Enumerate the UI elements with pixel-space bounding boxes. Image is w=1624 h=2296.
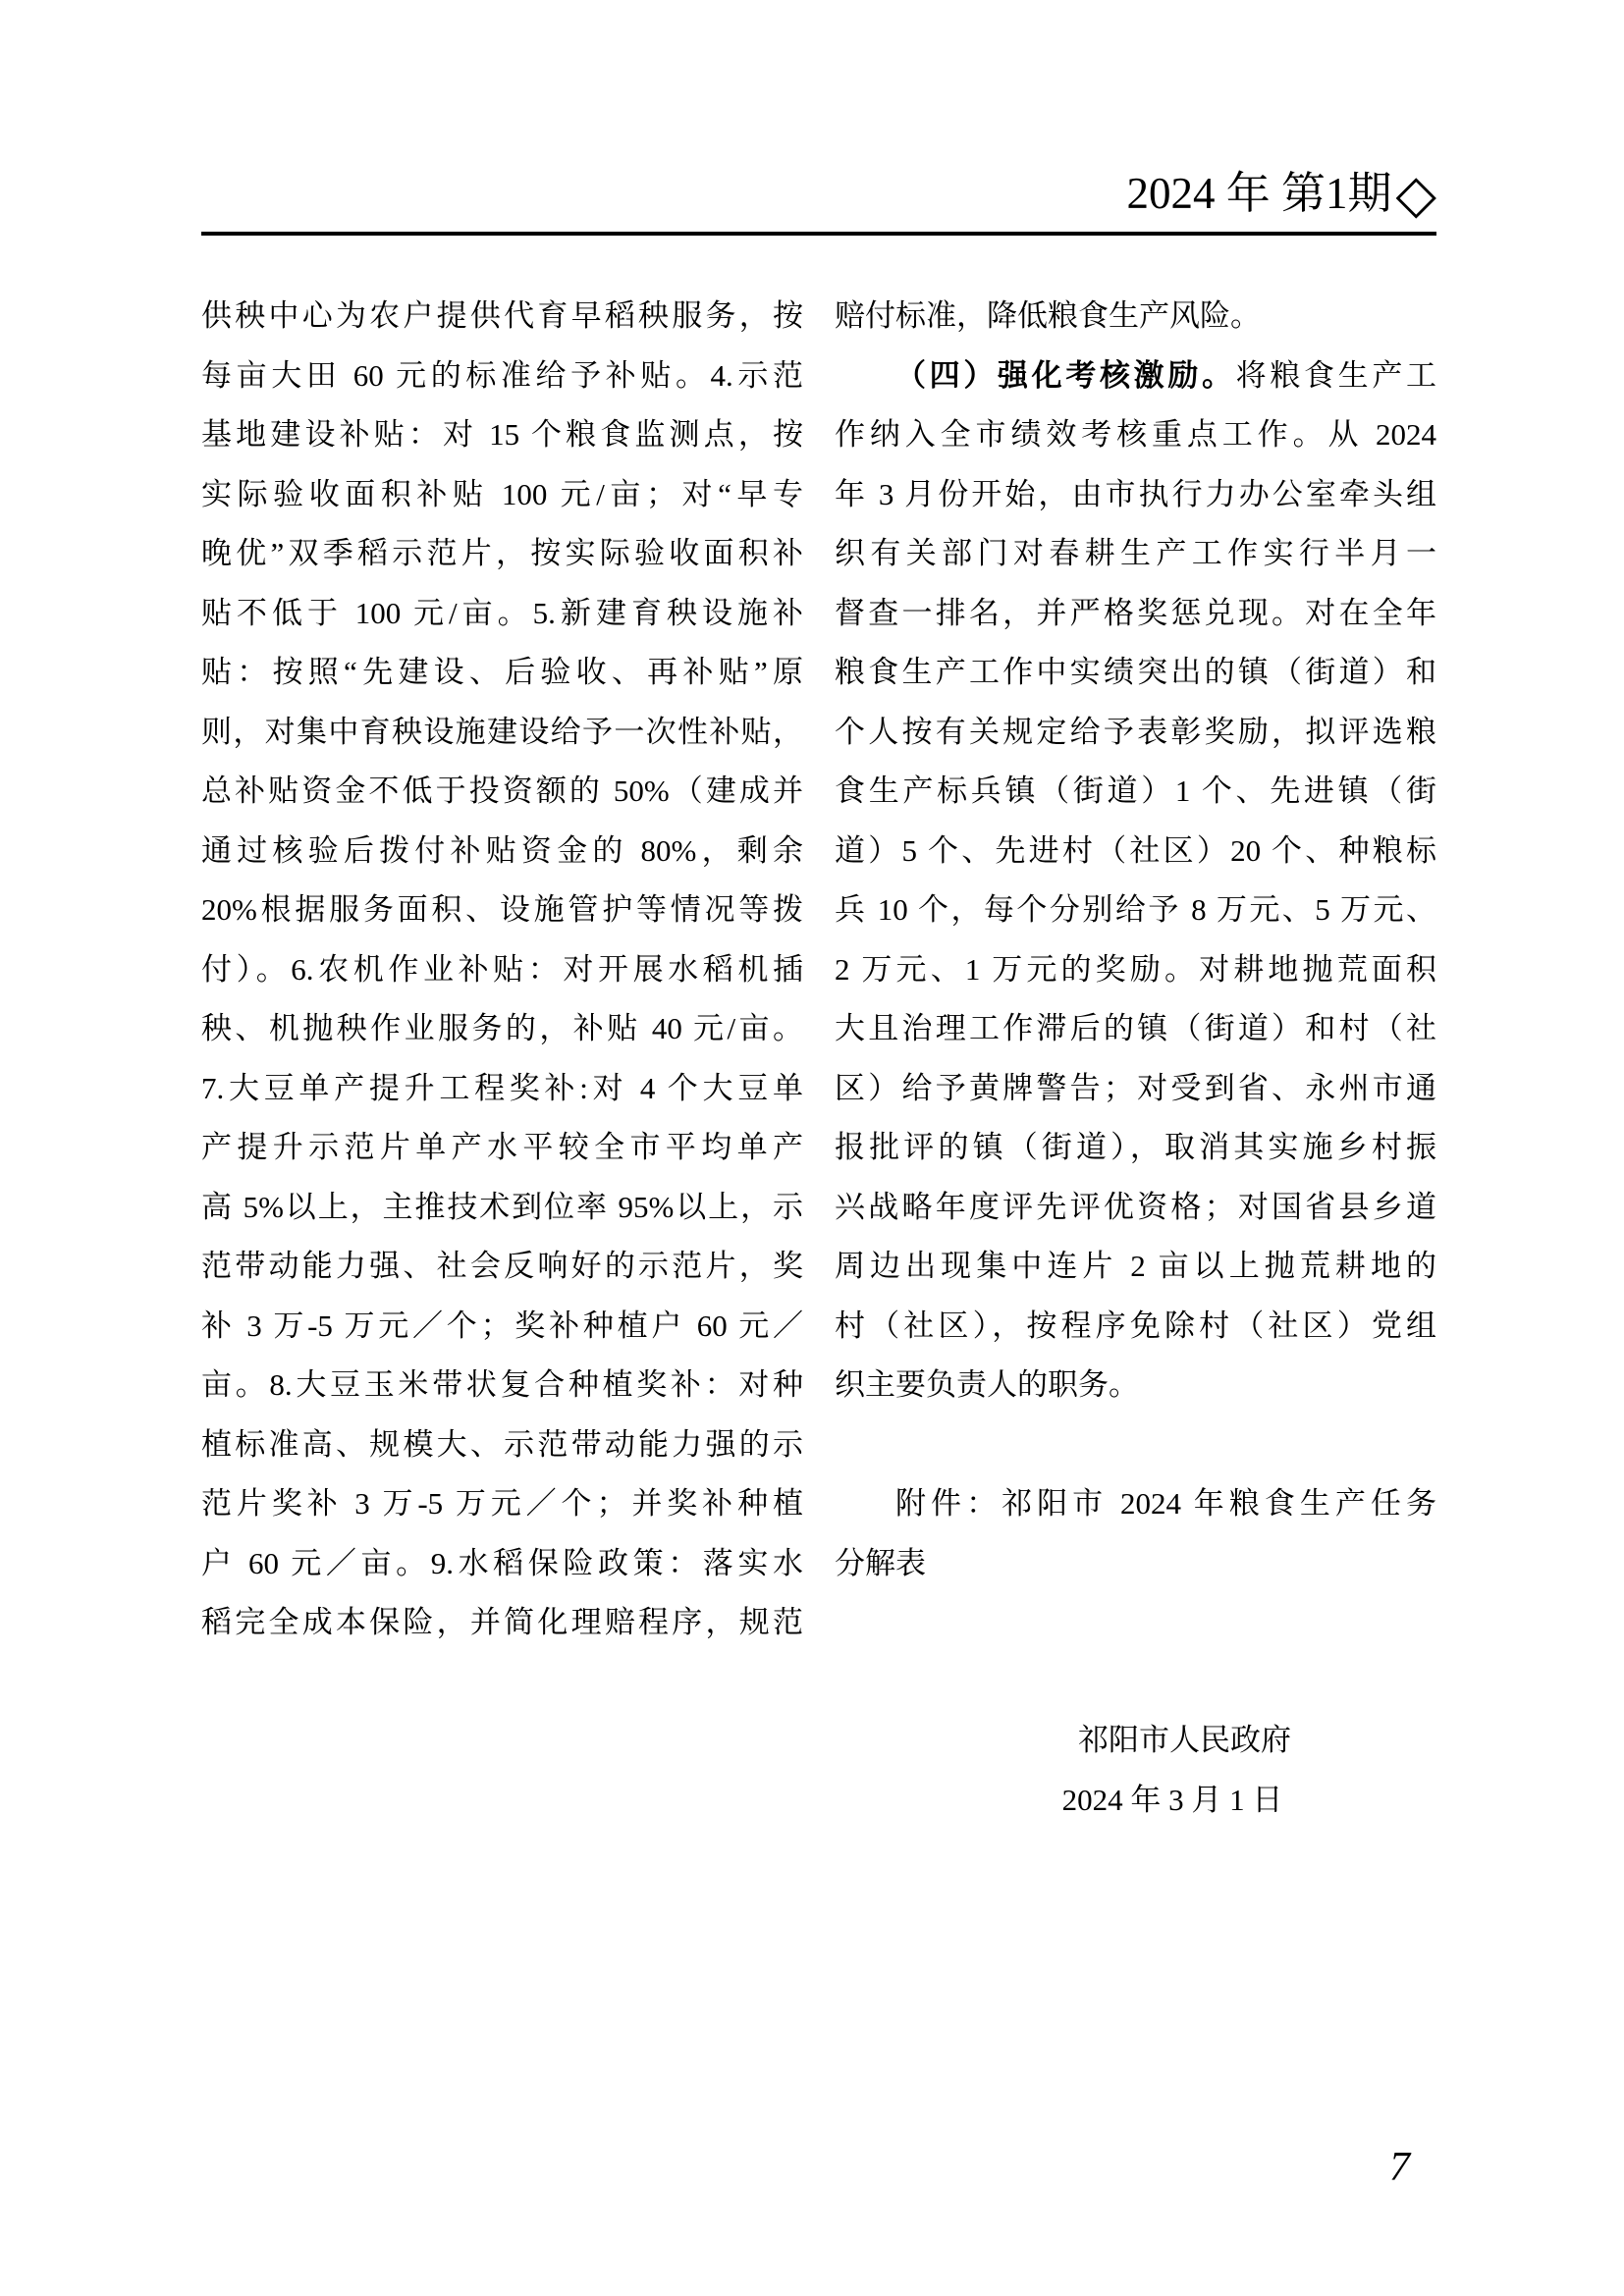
body-line: 供秧中心为农户提供代育早稻秧服务，按 [201, 298, 803, 333]
body-line: 7.大豆单产提升工程奖补:对 4 个大豆单 [201, 1070, 803, 1105]
body-line: 产提升示范片单产水平较全市平均单产 [201, 1130, 803, 1164]
body-text: 将粮食生产工 [1235, 357, 1436, 393]
body-line: 付）。6.农机作业补贴：对开展水稻机插 [201, 951, 803, 987]
body-line: 食生产标兵镇（街道）1 个、先进镇（街 [835, 774, 1436, 808]
issue-label: 2024 年 第1期 [1126, 169, 1392, 218]
body-line: 则，对集中育秧设施建设给予一次性补贴， [201, 714, 803, 749]
header-rule [201, 232, 1436, 236]
body-line: 周边出现集中连片 2 亩以上抛荒耕地的 [835, 1249, 1436, 1283]
body-line: 晚优”双季稻示范片，按实际验收面积补 [201, 536, 803, 570]
body-line: 赔付标准，降低粮食生产风险。 [835, 298, 1261, 333]
body-line: 织主要负责人的职务。 [835, 1367, 1139, 1402]
issue-date: 2024 年 3 月 1 日 [1061, 1782, 1283, 1817]
issuer-signature: 祁阳市人民政府 [1078, 1723, 1291, 1757]
body-line: 道）5 个、先进村（社区）20 个、种粮标 [835, 832, 1436, 868]
body-line: 亩。8.大豆玉米带状复合种植奖补：对种 [201, 1367, 803, 1402]
page-number: 7 [1389, 2145, 1410, 2190]
body-line: 户 60 元／亩。9.水稻保险政策：落实水 [201, 1545, 803, 1580]
body-line: 每亩大田 60 元的标准给予补贴。4.示范 [201, 357, 803, 393]
body-line: 个人按有关规定给予表彰奖励，拟评选粮 [835, 714, 1436, 749]
body-line: 贴：按照“先建设、后验收、再补贴”原 [201, 655, 803, 689]
body-line: 补 3 万-5 万元／个；奖补种植户 60 元／ [201, 1308, 803, 1343]
body-line: 贴不低于 100 元/亩。5.新建育秧设施补 [201, 595, 803, 630]
body-line: 基地建设补贴：对 15 个粮食监测点，按 [201, 417, 803, 452]
body-line: 年 3 月份开始，由市执行力办公室牵头组 [835, 476, 1436, 511]
body-line: 范片奖补 3 万-5 万元／个；并奖补种植 [201, 1486, 803, 1521]
attachment-reference-continued: 分解表 [835, 1545, 926, 1580]
journal-issue-header [1126, 165, 1436, 223]
section-heading: （四）强化考核激励。 [895, 357, 1236, 393]
body-line: 粮食生产工作中实绩突出的镇（街道）和 [835, 655, 1436, 689]
body-line: 作纳入全市绩效考核重点工作。从 2024 [835, 417, 1436, 452]
body-line: 植标准高、规模大、示范带动能力强的示 [201, 1426, 803, 1462]
body-line: 秧、机抛秧作业服务的，补贴 40 元/亩。 [201, 1011, 803, 1045]
body-line: 报批评的镇（街道），取消其实施乡村振 [835, 1130, 1436, 1164]
body-line: 范带动能力强、社会反响好的示范片，奖 [201, 1249, 803, 1283]
body-line: 高 5%以上，主推技术到位率 95%以上，示 [201, 1189, 803, 1224]
body-line: 通过核验后拨付补贴资金的 80%，剩余 [201, 832, 803, 868]
body-line: 督查一排名，并严格奖惩兑现。对在全年 [835, 595, 1436, 630]
body-line: 总补贴资金不低于投资额的 50%（建成并 [201, 774, 803, 808]
body-line: 实际验收面积补贴 100 元/亩；对“早专 [201, 476, 803, 511]
blank-line [835, 1415, 1436, 1475]
diamond-icon: ◇ [1395, 165, 1436, 224]
body-line: 2 万元、1 万元的奖励。对耕地抛荒面积 [835, 951, 1436, 987]
body-line: 20%根据服务面积、设施管护等情况等拨 [201, 892, 803, 927]
blank-space [835, 1593, 1436, 1711]
left-column [201, 287, 803, 1653]
right-column [835, 287, 1436, 1830]
body-line: 村（社区），按程序免除村（社区）党组 [835, 1308, 1436, 1343]
body-line: 区）给予黄牌警告；对受到省、永州市通 [835, 1070, 1436, 1105]
body-line: 兴战略年度评先评优资格；对国省县乡道 [835, 1189, 1436, 1224]
section-heading-line [835, 347, 1436, 406]
body-line: 兵 10 个，每个分别给予 8 万元、5 万元、 [835, 892, 1436, 927]
body-line: 织有关部门对春耕生产工作实行半月一 [835, 536, 1436, 570]
body-line: 稻完全成本保险，并简化理赔程序，规范 [201, 1605, 803, 1639]
attachment-reference: 附件：祁阳市 2024 年粮食生产任务 [895, 1486, 1436, 1521]
body-line: 大且治理工作滞后的镇（街道）和村（社 [835, 1011, 1436, 1045]
